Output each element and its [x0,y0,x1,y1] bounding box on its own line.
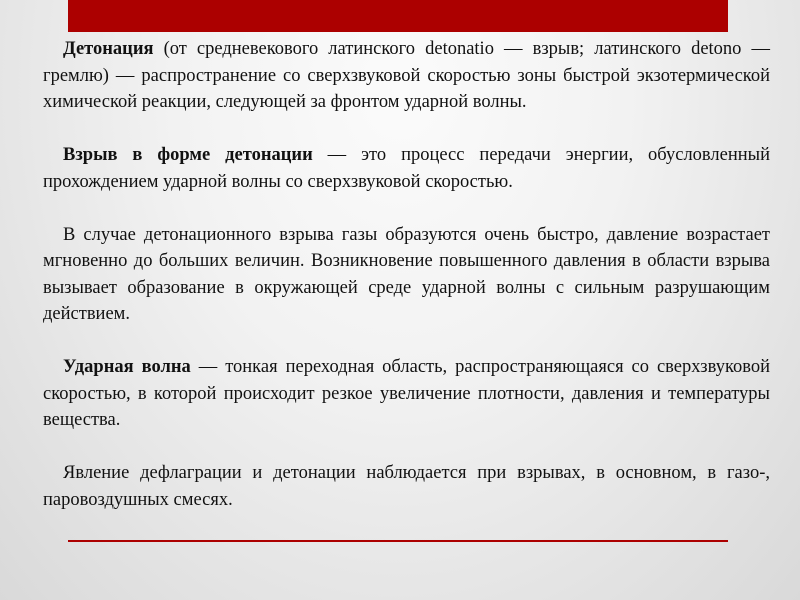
paragraph-text: Явление дефлаграции и детонации наблюдается при взрывах, в основном, в газо-, паровоздушных смесях. [43,463,770,510]
term-shock-wave: Ударная волна [63,357,191,377]
paragraph-text: (от средневекового латинского detonatio — взрыв; латинского detono — гремлю) — распространение со сверхзвуковой скоростью зоны быстрой экзотермической химической реакции, следующей за фронтом ударной волны. [43,39,770,112]
paragraph-shock-wave [43,354,770,434]
paragraph-deflagration [43,460,770,513]
slide-body [43,36,770,540]
paragraph-text: — это процесс передачи энергии, обусловленный прохождением ударной волны со сверхзвуковой скоростью. [43,145,770,192]
bottom-divider-line [68,540,728,542]
title-bar-decoration [68,0,728,32]
paragraph-text: В случае детонационного взрыва газы образуются очень быстро, давление возрастает мгновенно до больших величин. Возникновение повышенного давления в области взрыва вызывает образование в окружающей среде ударной волны с сильным разрушающим действием. [43,224,770,324]
term-detonation-explosion: Взрыв в форме детонации [63,145,313,165]
term-detonation: Детонация [63,39,154,59]
paragraph-text: — тонкая переходная область, распространяющаяся со сверхзвуковой скоростью, в которой происходит резкое увеличение плотности, давления и температуры вещества. [43,357,770,430]
paragraph-detonation-definition [43,36,770,116]
paragraph-detonation-explosion [43,142,770,195]
paragraph-detonation-gases [43,222,770,328]
